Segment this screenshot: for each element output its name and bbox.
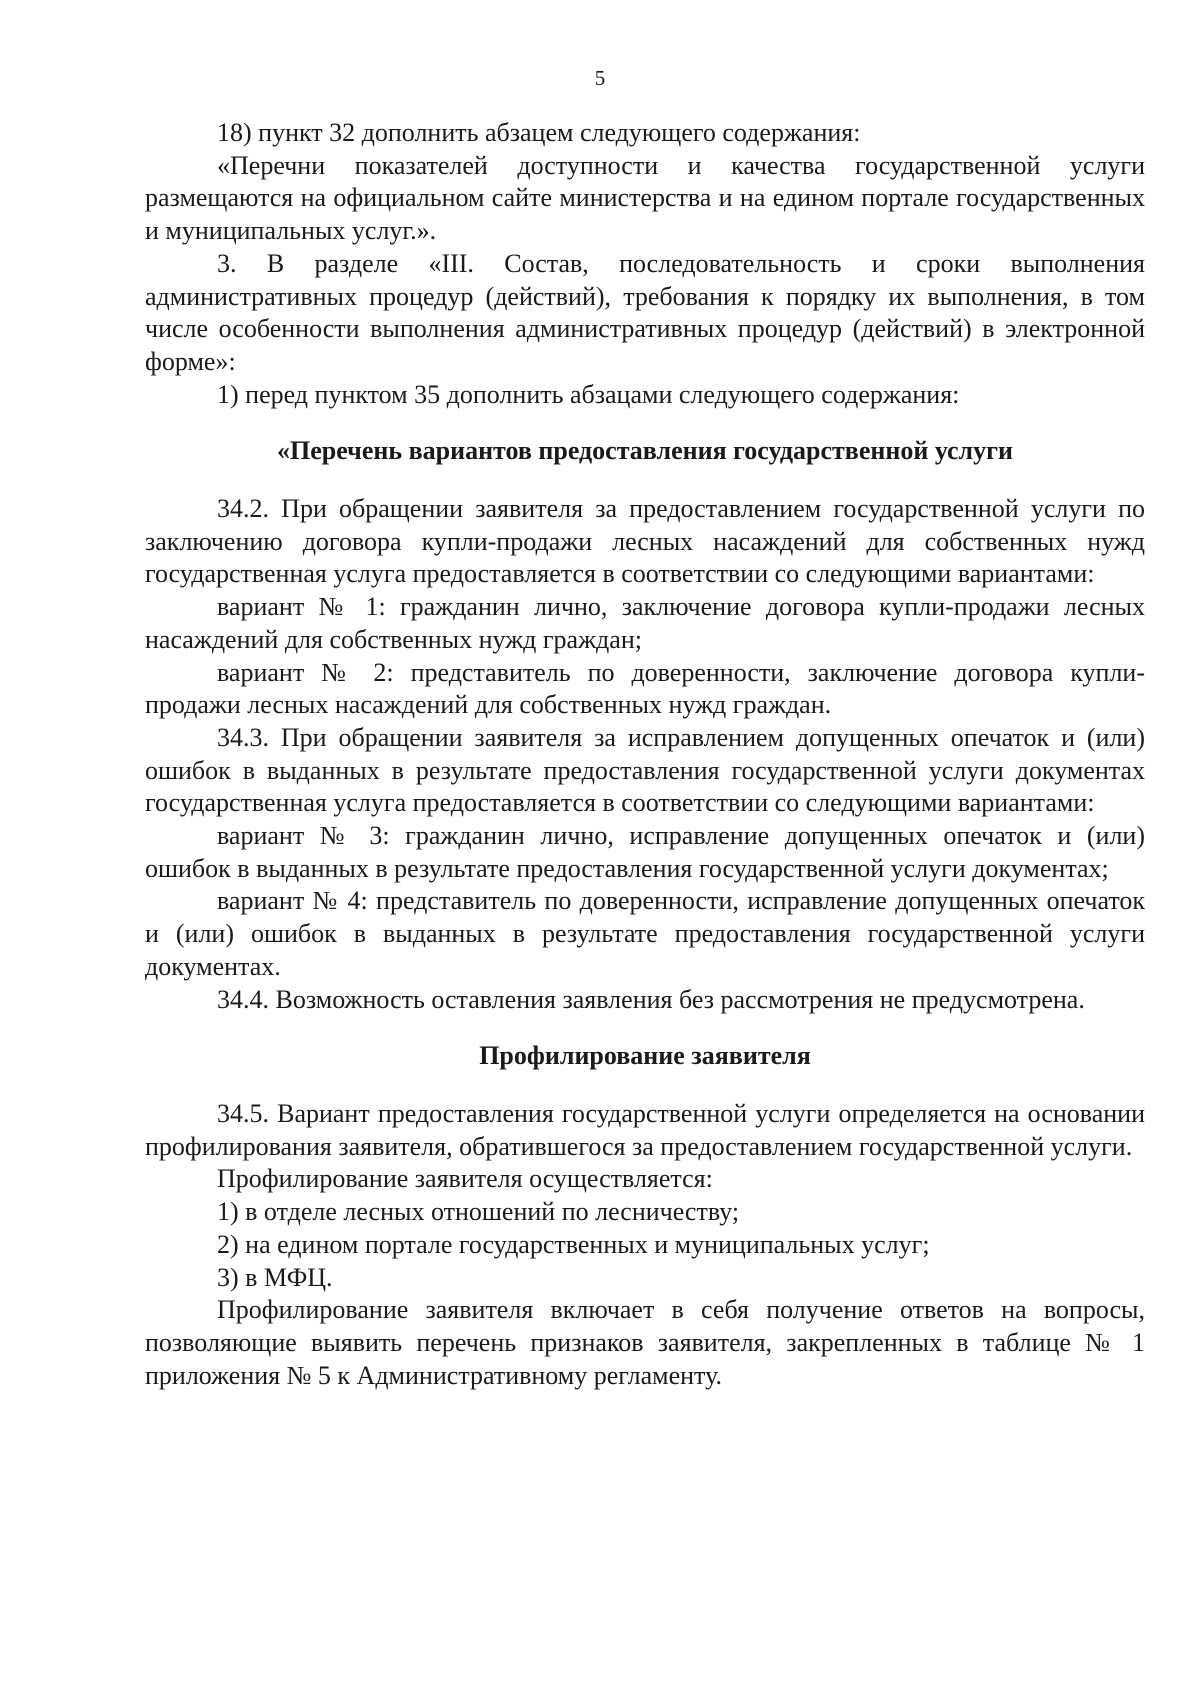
paragraph: 34.2. При обращении заявителя за предоставлением государственной услуги по заключению договора купли-продажи лесных насаждений для собственных нужд государственная услуга предоставляется в соответствии со следующими вариантами: [145,494,1145,589]
paragraph: 18) пункт 32 дополнить абзацем следующего содержания: [217,118,861,147]
paragraph: Профилирование заявителя осуществляется: [217,1164,713,1194]
section-heading: Профилирование заявителя [479,1041,811,1071]
spacer [145,468,1145,493]
paragraph: вариант № 3: гражданин лично, исправление допущенных опечаток и (или) ошибок в выданных в результате предоставления государственной услуги документах; [145,821,1145,883]
document-body [145,117,1145,1392]
paragraph: 2) на едином портале государственных и муниципальных услуг; [217,1229,930,1259]
paragraph: 34.4. Возможность оставления заявления без рассмотрения не предусмотрена. [217,984,1085,1014]
paragraph: 1) в отделе лесных отношений по лесничеству; [217,1197,740,1227]
paragraph: «Перечни показателей доступности и качества государственной услуги размещаются на официальном сайте министерства и на едином портале государственных и муниципальных услуг.». [145,150,1145,246]
page-number: 5 [594,66,606,90]
section-heading: «Перечень вариантов предоставления государственной услуги [277,436,1013,466]
paragraph: 34.5. Вариант предоставления государственной услуги определяется на основании профилирования заявителя, обратившегося за предоставлением государственной услуги. [145,1098,1145,1161]
paragraph: 34.3. При обращении заявителя за исправлением допущенных опечаток и (или) ошибок в выданных в результате предоставления государственной услуги документах государственная услуга предоставляется в соответствии со следующими вариантами: [145,722,1145,818]
paragraph: Профилирование заявителя включает в себя получение ответов на вопросы, позволяющие выявить перечень признаков заявителя, закрепленных в таблице № 1 приложения № 5 к Административному регламенту. [145,1295,1145,1390]
paragraph: вариант № 1: гражданин лично, заключение договора купли-продажи лесных насаждений для собственных нужд граждан; [145,592,1145,654]
paragraph: 3. В разделе «III. Состав, последовательность и сроки выполнения административных процедур (действий), требования к порядку их выполнения, в том числе особенности выполнения административных процедур (действий) в электронной форме»: [145,248,1145,376]
paragraph: вариант № 4: представитель по доверенности, исправление допущенных опечаток и (или) ошибок в выданных в результате предоставления государственной услуги документах. [145,886,1145,981]
paragraph: 1) перед пунктом 35 дополнить абзацами следующего содержания: [217,379,960,409]
paragraph: 3) в МФЦ. [217,1262,333,1292]
spacer [145,411,1145,435]
spacer [145,1016,1145,1040]
paragraph: вариант № 2: представитель по доверенности, заключение договора купли-продажи лесных насаждений для собственных нужд граждан. [145,657,1145,720]
spacer [145,1073,1145,1098]
